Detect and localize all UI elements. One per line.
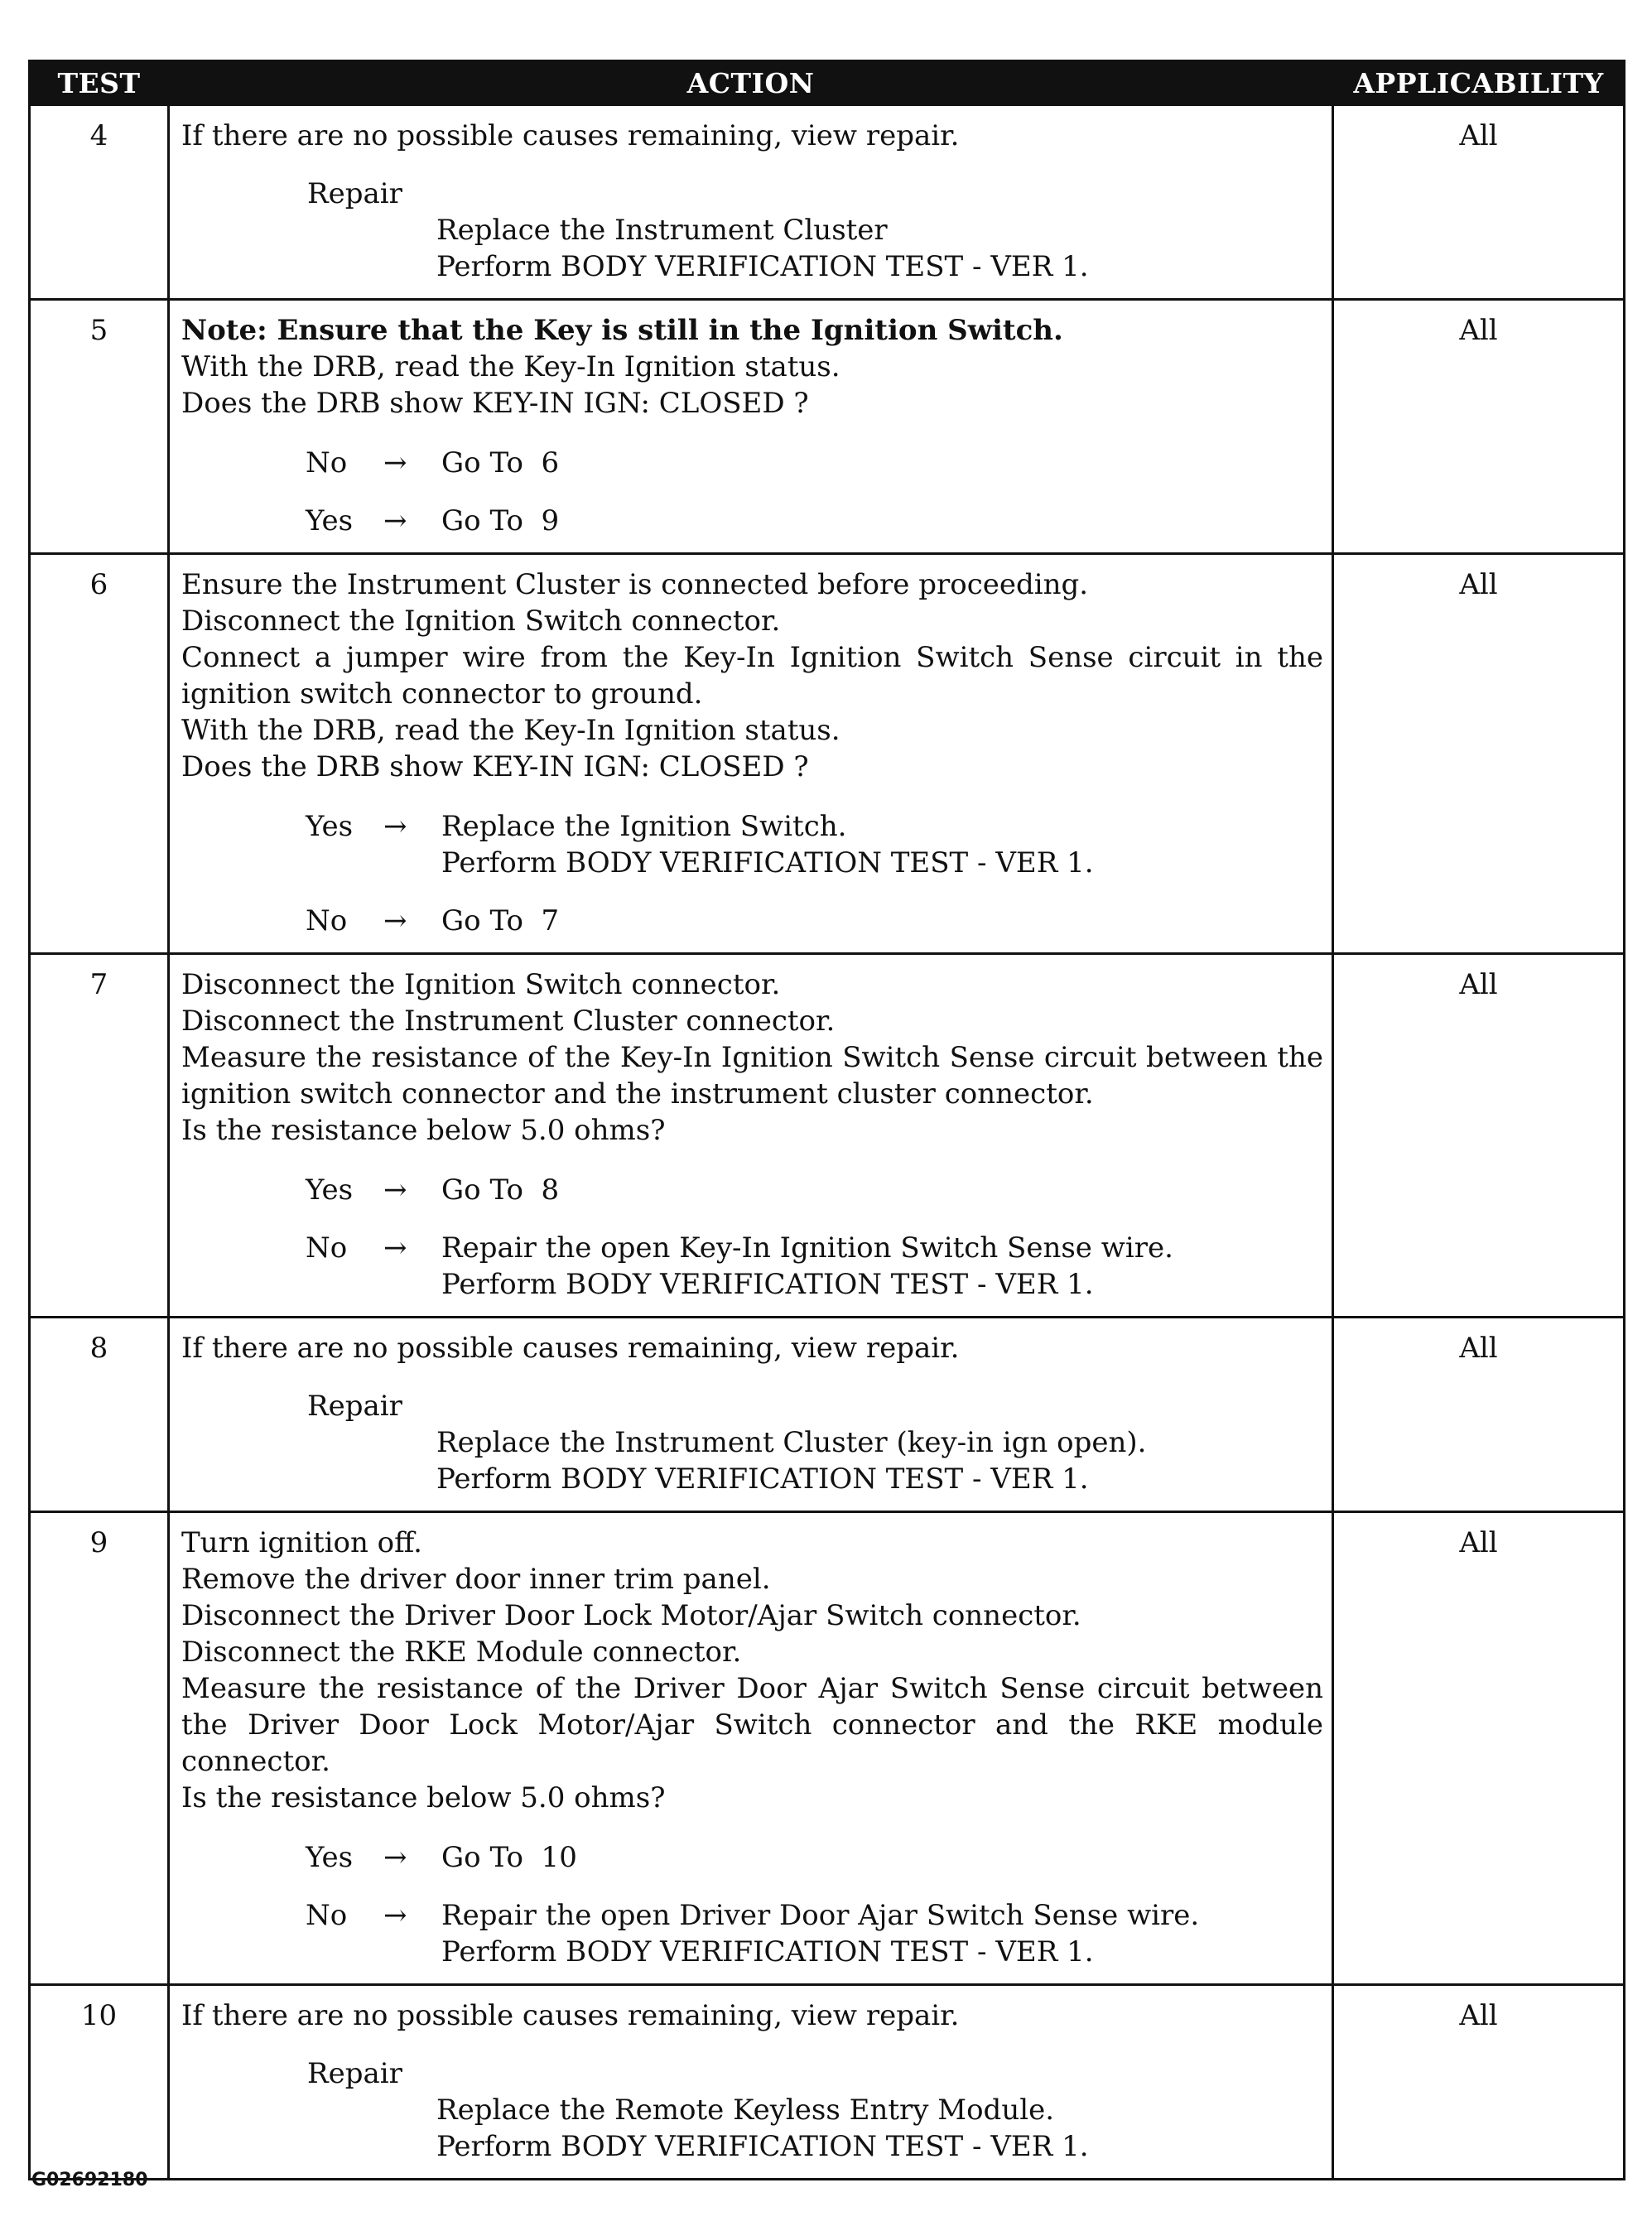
table-row [30, 554, 1625, 954]
response-line: Go To 9 [441, 504, 560, 537]
action-cell [169, 554, 1333, 954]
repair-item: Perform BODY VERIFICATION TEST - VER 1. [436, 250, 1089, 283]
response-value [441, 1172, 1323, 1208]
response-value [441, 1839, 1323, 1876]
action-cell [169, 1512, 1333, 1985]
response-value [441, 808, 1323, 881]
action-cell [169, 300, 1333, 554]
repair-block [181, 1388, 1323, 1497]
response-key: No [306, 904, 348, 937]
diagnostic-test-table [28, 60, 1626, 2180]
header-applicability: APPLICABILITY [1333, 61, 1625, 105]
test-number: 5 [30, 300, 169, 554]
response-line: Perform BODY VERIFICATION TEST - VER 1. [441, 1268, 1094, 1301]
action-line: Is the resistance below 5.0 ohms? [181, 1114, 666, 1147]
response-line: Repair the open Driver Door Ajar Switch Sense wire. [441, 1899, 1200, 1932]
action-line: Disconnect the Instrument Cluster connector. [181, 1005, 836, 1038]
response-key: No [306, 446, 348, 479]
repair-item: Replace the Remote Keyless Entry Module. [436, 2094, 1055, 2127]
repair-item: Perform BODY VERIFICATION TEST - VER 1. [436, 1462, 1089, 1496]
test-number: 10 [30, 1985, 169, 2180]
action-line: If there are no possible causes remaining, view repair. [181, 119, 960, 152]
response-line: Go To 7 [441, 904, 560, 937]
responses [181, 445, 1323, 539]
arrow-icon: → [383, 1231, 407, 1265]
response-key: Yes [306, 504, 354, 537]
action-line: Disconnect the RKE Module connector. [181, 1636, 742, 1669]
action-line: Measure the resistance of the Driver Door Ajar Switch Sense circuit between the Driver Door Lock Motor/Ajar Switch connector and the RKE module connector. [181, 1672, 1323, 1778]
action-line: Turn ignition off. [181, 1526, 422, 1559]
table-row [30, 300, 1625, 554]
response-value [441, 1230, 1323, 1303]
repair-item: Replace the Instrument Cluster [436, 214, 888, 247]
applicability-value: All [1333, 1985, 1625, 2180]
response-key: No [306, 1899, 348, 1932]
action-line: Does the DRB show KEY-IN IGN: CLOSED ? [181, 387, 809, 420]
response-key: Yes [306, 1841, 354, 1874]
arrow-icon: → [383, 1173, 407, 1207]
action-line: If there are no possible causes remaining, view repair. [181, 1332, 960, 1365]
action-line: If there are no possible causes remaining, view repair. [181, 1999, 960, 2032]
repair-block [181, 176, 1323, 285]
response-value [441, 903, 1323, 939]
response-key: No [306, 1231, 348, 1265]
action-line: Is the resistance below 5.0 ohms? [181, 1781, 666, 1814]
action-cell [169, 1985, 1333, 2180]
applicability-value: All [1333, 300, 1625, 554]
response-value [441, 503, 1323, 539]
repair-label: Repair [307, 1390, 402, 1423]
applicability-value: All [1333, 954, 1625, 1318]
document-code: G02692180 [31, 2170, 148, 2190]
arrow-icon: → [383, 904, 407, 937]
test-number: 4 [30, 105, 169, 300]
repair-item: Replace the Instrument Cluster (key-in ign open). [436, 1426, 1147, 1459]
applicability-value: All [1333, 554, 1625, 954]
arrow-icon: → [383, 1841, 407, 1874]
repair-label: Repair [307, 177, 402, 210]
response-row [181, 1172, 1323, 1208]
response-line: Go To 10 [441, 1841, 577, 1874]
table-row [30, 1318, 1625, 1512]
response-key: Yes [306, 1173, 354, 1207]
action-line: Ensure the Instrument Cluster is connected before proceeding. [181, 568, 1089, 601]
action-cell [169, 105, 1333, 300]
action-cell [169, 1318, 1333, 1512]
repair-block [181, 2055, 1323, 2165]
response-row [181, 445, 1323, 481]
header-test: TEST [30, 61, 169, 105]
note-text: Note: Ensure that the Key is still in the Ignition Switch. [181, 314, 1063, 347]
action-line: Disconnect the Ignition Switch connector. [181, 968, 781, 1001]
table-row [30, 1512, 1625, 1985]
responses [181, 808, 1323, 939]
response-row [181, 1230, 1323, 1303]
action-line: Disconnect the Driver Door Lock Motor/Ajar Switch connector. [181, 1599, 1081, 1632]
action-cell [169, 954, 1333, 1318]
response-value [441, 1897, 1323, 1970]
response-line: Go To 6 [441, 446, 560, 479]
responses [181, 1172, 1323, 1303]
response-line: Repair the open Key-In Ignition Switch Sense wire. [441, 1231, 1173, 1265]
response-value [441, 445, 1323, 481]
arrow-icon: → [383, 810, 407, 843]
action-line: Does the DRB show KEY-IN IGN: CLOSED ? [181, 750, 809, 783]
response-line: Replace the Ignition Switch. [441, 810, 847, 843]
arrow-icon: → [383, 446, 407, 479]
response-row [181, 1897, 1323, 1970]
test-number: 6 [30, 554, 169, 954]
applicability-value: All [1333, 1318, 1625, 1512]
test-number: 9 [30, 1512, 169, 1985]
action-line: Disconnect the Ignition Switch connector. [181, 605, 781, 638]
response-row [181, 1839, 1323, 1876]
repair-item: Perform BODY VERIFICATION TEST - VER 1. [436, 2130, 1089, 2163]
response-row [181, 503, 1323, 539]
responses [181, 1839, 1323, 1970]
table-header-row [30, 61, 1625, 105]
applicability-value: All [1333, 1512, 1625, 1985]
header-action: ACTION [169, 61, 1333, 105]
table-row [30, 954, 1625, 1318]
table-row [30, 105, 1625, 300]
response-line: Perform BODY VERIFICATION TEST - VER 1. [441, 1935, 1094, 1968]
action-line: With the DRB, read the Key-In Ignition status. [181, 350, 840, 383]
action-line: With the DRB, read the Key-In Ignition status. [181, 714, 840, 747]
action-line: Measure the resistance of the Key-In Ignition Switch Sense circuit between the ignition switch connector and the instrument cluster connector. [181, 1041, 1323, 1111]
action-line: Remove the driver door inner trim panel. [181, 1563, 771, 1596]
action-line: Connect a jumper wire from the Key-In Ignition Switch Sense circuit in the ignition switch connector to ground. [181, 641, 1323, 711]
table-row [30, 1985, 1625, 2180]
table-body [30, 105, 1625, 2180]
response-key: Yes [306, 810, 354, 843]
response-row [181, 903, 1323, 939]
test-number: 7 [30, 954, 169, 1318]
test-number: 8 [30, 1318, 169, 1512]
applicability-value: All [1333, 105, 1625, 300]
response-row [181, 808, 1323, 881]
arrow-icon: → [383, 504, 407, 537]
arrow-icon: → [383, 1899, 407, 1932]
response-line: Go To 8 [441, 1173, 560, 1207]
repair-label: Repair [307, 2057, 402, 2090]
response-line: Perform BODY VERIFICATION TEST - VER 1. [441, 846, 1094, 879]
